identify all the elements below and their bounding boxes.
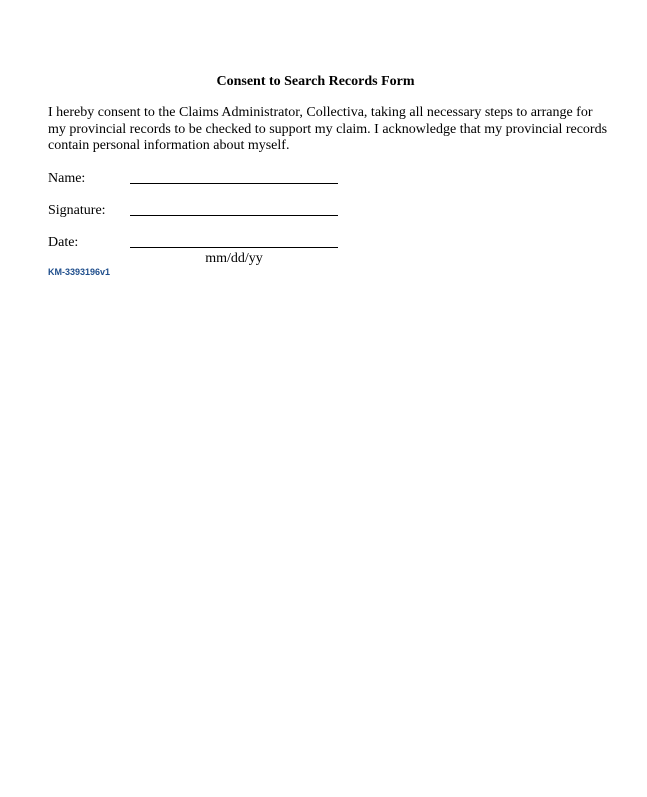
document-code: KM-3393196v1: [48, 267, 111, 277]
date-label: Date:: [48, 235, 79, 250]
date-format-hint: mm/dd/yy: [205, 251, 263, 266]
form-title: Consent to Search Records Form: [216, 74, 415, 89]
consent-paragraph: I hereby consent to the Claims Administrator, Collectiva, taking all necessary steps to arrange for my provincial records to be checked to support my claim. I acknowledge that my provincial records contain personal information about myself.: [48, 105, 608, 153]
signature-field-line[interactable]: [130, 215, 338, 216]
date-field-line[interactable]: [130, 247, 338, 248]
name-label: Name:: [48, 171, 86, 186]
signature-label: Signature:: [48, 203, 106, 218]
name-field-line[interactable]: [130, 183, 338, 184]
